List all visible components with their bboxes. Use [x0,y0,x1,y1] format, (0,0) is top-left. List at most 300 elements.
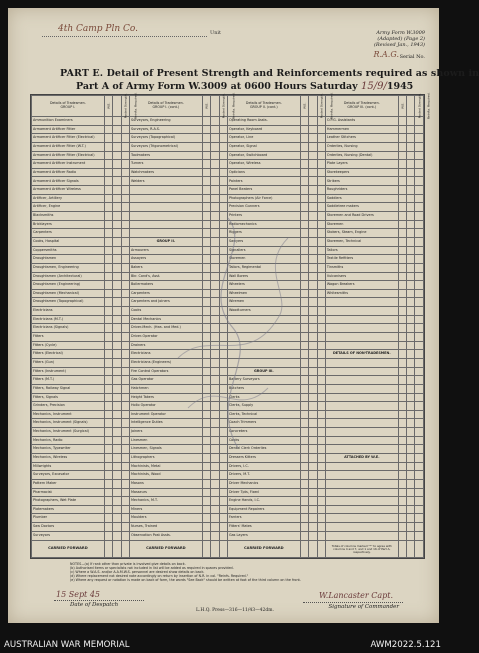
entry-cell[interactable] [398,324,406,333]
entry-cell[interactable] [309,229,317,238]
entry-cell[interactable] [398,523,406,532]
entry-cell[interactable] [309,307,317,316]
entry-cell[interactable] [113,246,121,255]
entry-cell[interactable] [300,453,308,462]
entry-cell[interactable] [121,497,129,506]
entry-cell[interactable] [113,428,121,437]
entry-cell[interactable] [415,462,424,471]
entry-cell[interactable] [317,419,325,428]
entry-cell[interactable] [121,462,129,471]
entry-cell[interactable] [211,125,219,134]
entry-cell[interactable] [211,333,219,342]
entry-cell[interactable] [211,479,219,488]
entry-cell[interactable] [309,358,317,367]
entry-cell[interactable] [113,479,121,488]
entry-cell[interactable] [202,203,210,212]
entry-cell[interactable] [398,194,406,203]
entry-cell[interactable] [104,402,112,411]
entry-cell[interactable] [407,531,415,540]
entry-cell[interactable] [309,350,317,359]
entry-cell[interactable] [317,168,325,177]
entry-cell[interactable] [113,376,121,385]
entry-cell[interactable] [202,341,210,350]
entry-cell[interactable] [104,212,112,221]
entry-cell[interactable] [398,436,406,445]
entry-cell[interactable] [113,541,121,558]
entry-cell[interactable] [407,134,415,143]
entry-cell[interactable] [309,523,317,532]
entry-cell[interactable] [317,272,325,281]
entry-cell[interactable] [309,428,317,437]
entry-cell[interactable] [219,220,227,229]
entry-cell[interactable] [309,255,317,264]
entry-cell[interactable] [104,505,112,514]
entry-cell[interactable] [202,324,210,333]
entry-cell[interactable] [202,453,210,462]
entry-cell[interactable] [202,541,210,558]
entry-cell[interactable] [104,376,112,385]
entry-cell[interactable] [398,134,406,143]
entry-cell[interactable] [211,142,219,151]
entry-cell[interactable] [317,384,325,393]
entry-cell[interactable] [113,212,121,221]
entry-cell[interactable] [407,514,415,523]
entry-cell[interactable] [104,125,112,134]
entry-cell[interactable] [415,255,424,264]
entry-cell[interactable] [211,315,219,324]
entry-cell[interactable] [407,151,415,160]
entry-cell[interactable] [300,428,308,437]
entry-cell[interactable] [309,479,317,488]
entry-cell[interactable] [317,186,325,195]
entry-cell[interactable] [202,186,210,195]
entry-cell[interactable] [211,488,219,497]
entry-cell[interactable] [317,298,325,307]
entry-cell[interactable] [317,160,325,169]
entry-cell[interactable] [407,358,415,367]
entry-cell[interactable] [300,393,308,402]
entry-cell[interactable] [219,255,227,264]
entry-cell[interactable] [219,229,227,238]
entry-cell[interactable] [317,194,325,203]
entry-cell[interactable] [219,367,227,376]
entry-cell[interactable] [309,134,317,143]
entry-cell[interactable] [219,125,227,134]
entry-cell[interactable] [300,125,308,134]
entry-cell[interactable] [309,531,317,540]
entry-cell[interactable] [211,471,219,480]
entry-cell[interactable] [398,177,406,186]
entry-cell[interactable] [219,541,227,558]
entry-cell[interactable] [317,203,325,212]
entry-cell[interactable] [300,272,308,281]
entry-cell[interactable] [219,272,227,281]
entry-cell[interactable] [113,523,121,532]
entry-cell[interactable] [309,324,317,333]
entry-cell[interactable] [415,505,424,514]
entry-cell[interactable] [219,177,227,186]
entry-cell[interactable] [415,134,424,143]
entry-cell[interactable] [104,333,112,342]
entry-cell[interactable] [104,367,112,376]
entry-cell[interactable] [300,315,308,324]
entry-cell[interactable] [113,358,121,367]
entry-cell[interactable] [398,479,406,488]
entry-cell[interactable] [300,497,308,506]
entry-cell[interactable] [398,393,406,402]
entry-cell[interactable] [104,272,112,281]
entry-cell[interactable] [407,177,415,186]
entry-cell[interactable] [121,410,129,419]
entry-cell[interactable] [211,419,219,428]
entry-cell[interactable] [398,203,406,212]
entry-cell[interactable] [407,367,415,376]
entry-cell[interactable] [300,350,308,359]
entry-cell[interactable] [300,367,308,376]
entry-cell[interactable] [415,333,424,342]
entry-cell[interactable] [309,263,317,272]
entry-cell[interactable] [202,134,210,143]
entry-cell[interactable] [104,324,112,333]
entry-cell[interactable] [121,315,129,324]
entry-cell[interactable] [202,246,210,255]
entry-cell[interactable] [121,445,129,454]
entry-cell[interactable] [407,125,415,134]
entry-cell[interactable] [121,142,129,151]
entry-cell[interactable] [113,134,121,143]
entry-cell[interactable] [219,410,227,419]
entry-cell[interactable] [309,367,317,376]
entry-cell[interactable] [219,151,227,160]
entry-cell[interactable] [309,186,317,195]
entry-cell[interactable] [121,168,129,177]
entry-cell[interactable] [398,220,406,229]
entry-cell[interactable] [398,246,406,255]
entry-cell[interactable] [121,220,129,229]
entry-cell[interactable] [415,384,424,393]
entry-cell[interactable] [300,142,308,151]
entry-cell[interactable] [407,541,415,558]
entry-cell[interactable] [113,497,121,506]
entry-cell[interactable] [309,453,317,462]
entry-cell[interactable] [121,229,129,238]
entry-cell[interactable] [398,142,406,151]
entry-cell[interactable] [211,523,219,532]
entry-cell[interactable] [415,350,424,359]
entry-cell[interactable] [219,203,227,212]
entry-cell[interactable] [104,462,112,471]
entry-cell[interactable] [104,168,112,177]
entry-cell[interactable] [309,514,317,523]
entry-cell[interactable] [104,255,112,264]
entry-cell[interactable] [211,298,219,307]
entry-cell[interactable] [113,168,121,177]
entry-cell[interactable] [104,220,112,229]
entry-cell[interactable] [407,281,415,290]
entry-cell[interactable] [202,289,210,298]
entry-cell[interactable] [121,367,129,376]
entry-cell[interactable] [407,220,415,229]
entry-cell[interactable] [113,117,121,126]
entry-cell[interactable] [407,462,415,471]
entry-cell[interactable] [415,341,424,350]
entry-cell[interactable] [104,384,112,393]
entry-cell[interactable] [398,410,406,419]
entry-cell[interactable] [219,402,227,411]
entry-cell[interactable] [317,358,325,367]
entry-cell[interactable] [219,445,227,454]
entry-cell[interactable] [317,212,325,221]
entry-cell[interactable] [104,523,112,532]
entry-cell[interactable] [415,142,424,151]
entry-cell[interactable] [121,523,129,532]
entry-cell[interactable] [398,263,406,272]
entry-cell[interactable] [415,419,424,428]
entry-cell[interactable] [219,505,227,514]
entry-cell[interactable] [407,272,415,281]
entry-cell[interactable] [211,263,219,272]
entry-cell[interactable] [219,246,227,255]
entry-cell[interactable] [121,471,129,480]
entry-cell[interactable] [104,315,112,324]
entry-cell[interactable] [219,212,227,221]
entry-cell[interactable] [113,367,121,376]
entry-cell[interactable] [317,428,325,437]
entry-cell[interactable] [202,514,210,523]
entry-cell[interactable] [104,246,112,255]
entry-cell[interactable] [309,315,317,324]
entry-cell[interactable] [211,229,219,238]
entry-cell[interactable] [309,289,317,298]
entry-cell[interactable] [300,203,308,212]
entry-cell[interactable] [104,134,112,143]
entry-cell[interactable] [113,203,121,212]
entry-cell[interactable] [415,246,424,255]
entry-cell[interactable] [398,298,406,307]
entry-cell[interactable] [211,237,219,246]
entry-cell[interactable] [211,428,219,437]
entry-cell[interactable] [121,428,129,437]
entry-cell[interactable] [121,281,129,290]
entry-cell[interactable] [219,168,227,177]
entry-cell[interactable] [317,289,325,298]
entry-cell[interactable] [104,177,112,186]
entry-cell[interactable] [202,428,210,437]
entry-cell[interactable] [317,324,325,333]
entry-cell[interactable] [211,281,219,290]
entry-cell[interactable] [300,523,308,532]
entry-cell[interactable] [219,194,227,203]
entry-cell[interactable] [317,246,325,255]
entry-cell[interactable] [300,505,308,514]
entry-cell[interactable] [121,298,129,307]
entry-cell[interactable] [121,531,129,540]
entry-cell[interactable] [219,315,227,324]
entry-cell[interactable] [202,384,210,393]
entry-cell[interactable] [415,376,424,385]
entry-cell[interactable] [415,358,424,367]
entry-cell[interactable] [211,203,219,212]
entry-cell[interactable] [300,168,308,177]
entry-cell[interactable] [407,471,415,480]
entry-cell[interactable] [398,125,406,134]
entry-cell[interactable] [113,384,121,393]
entry-cell[interactable] [398,376,406,385]
entry-cell[interactable] [309,505,317,514]
entry-cell[interactable] [113,281,121,290]
entry-cell[interactable] [113,471,121,480]
entry-cell[interactable] [113,350,121,359]
entry-cell[interactable] [211,186,219,195]
entry-cell[interactable] [121,212,129,221]
entry-cell[interactable] [219,488,227,497]
entry-cell[interactable] [300,255,308,264]
entry-cell[interactable] [104,428,112,437]
entry-cell[interactable] [309,168,317,177]
entry-cell[interactable] [300,462,308,471]
entry-cell[interactable] [219,307,227,316]
entry-cell[interactable] [121,194,129,203]
entry-cell[interactable] [415,488,424,497]
entry-cell[interactable] [407,445,415,454]
entry-cell[interactable] [121,263,129,272]
entry-cell[interactable] [317,436,325,445]
entry-cell[interactable] [211,410,219,419]
entry-cell[interactable] [211,367,219,376]
entry-cell[interactable] [415,445,424,454]
entry-cell[interactable] [398,186,406,195]
entry-cell[interactable] [398,531,406,540]
entry-cell[interactable] [121,402,129,411]
entry-cell[interactable] [121,436,129,445]
entry-cell[interactable] [121,151,129,160]
entry-cell[interactable] [104,358,112,367]
entry-cell[interactable] [309,393,317,402]
entry-cell[interactable] [415,212,424,221]
entry-cell[interactable] [104,341,112,350]
entry-cell[interactable] [415,410,424,419]
entry-cell[interactable] [317,142,325,151]
entry-cell[interactable] [121,419,129,428]
entry-cell[interactable] [407,479,415,488]
entry-cell[interactable] [309,212,317,221]
entry-cell[interactable] [317,255,325,264]
entry-cell[interactable] [202,445,210,454]
entry-cell[interactable] [104,281,112,290]
entry-cell[interactable] [300,514,308,523]
entry-cell[interactable] [104,117,112,126]
entry-cell[interactable] [407,497,415,506]
entry-cell[interactable] [219,479,227,488]
entry-cell[interactable] [415,393,424,402]
entry-cell[interactable] [211,194,219,203]
entry-cell[interactable] [317,237,325,246]
entry-cell[interactable] [211,246,219,255]
entry-cell[interactable] [121,376,129,385]
entry-cell[interactable] [407,453,415,462]
entry-cell[interactable] [113,125,121,134]
entry-cell[interactable] [211,541,219,558]
entry-cell[interactable] [202,479,210,488]
entry-cell[interactable] [317,350,325,359]
entry-cell[interactable] [407,505,415,514]
entry-cell[interactable] [300,479,308,488]
entry-cell[interactable] [113,341,121,350]
entry-cell[interactable] [121,453,129,462]
entry-cell[interactable] [202,333,210,342]
entry-cell[interactable] [317,134,325,143]
entry-cell[interactable] [202,255,210,264]
entry-cell[interactable] [219,428,227,437]
entry-cell[interactable] [219,333,227,342]
entry-cell[interactable] [219,281,227,290]
entry-cell[interactable] [113,177,121,186]
entry-cell[interactable] [121,186,129,195]
entry-cell[interactable] [407,212,415,221]
entry-cell[interactable] [309,541,317,558]
entry-cell[interactable] [202,237,210,246]
entry-cell[interactable] [300,289,308,298]
entry-cell[interactable] [202,419,210,428]
entry-cell[interactable] [104,393,112,402]
entry-cell[interactable] [309,436,317,445]
entry-cell[interactable] [415,281,424,290]
entry-cell[interactable] [407,229,415,238]
entry-cell[interactable] [202,151,210,160]
entry-cell[interactable] [309,281,317,290]
entry-cell[interactable] [219,471,227,480]
entry-cell[interactable] [309,220,317,229]
entry-cell[interactable] [317,514,325,523]
entry-cell[interactable] [202,160,210,169]
entry-cell[interactable] [104,419,112,428]
entry-cell[interactable] [398,237,406,246]
entry-cell[interactable] [415,237,424,246]
entry-cell[interactable] [407,419,415,428]
entry-cell[interactable] [317,471,325,480]
entry-cell[interactable] [113,333,121,342]
entry-cell[interactable] [309,125,317,134]
entry-cell[interactable] [398,212,406,221]
entry-cell[interactable] [309,298,317,307]
entry-cell[interactable] [211,289,219,298]
entry-cell[interactable] [300,402,308,411]
entry-cell[interactable] [398,160,406,169]
entry-cell[interactable] [121,350,129,359]
entry-cell[interactable] [309,203,317,212]
entry-cell[interactable] [113,142,121,151]
entry-cell[interactable] [300,177,308,186]
entry-cell[interactable] [407,523,415,532]
entry-cell[interactable] [309,497,317,506]
entry-cell[interactable] [309,419,317,428]
entry-cell[interactable] [211,160,219,169]
entry-cell[interactable] [398,488,406,497]
entry-cell[interactable] [317,376,325,385]
entry-cell[interactable] [309,177,317,186]
entry-cell[interactable] [407,393,415,402]
entry-cell[interactable] [317,315,325,324]
entry-cell[interactable] [415,177,424,186]
entry-cell[interactable] [121,125,129,134]
entry-cell[interactable] [317,263,325,272]
entry-cell[interactable] [113,229,121,238]
entry-cell[interactable] [104,186,112,195]
entry-cell[interactable] [121,134,129,143]
entry-cell[interactable] [407,324,415,333]
entry-cell[interactable] [211,393,219,402]
entry-cell[interactable] [398,168,406,177]
